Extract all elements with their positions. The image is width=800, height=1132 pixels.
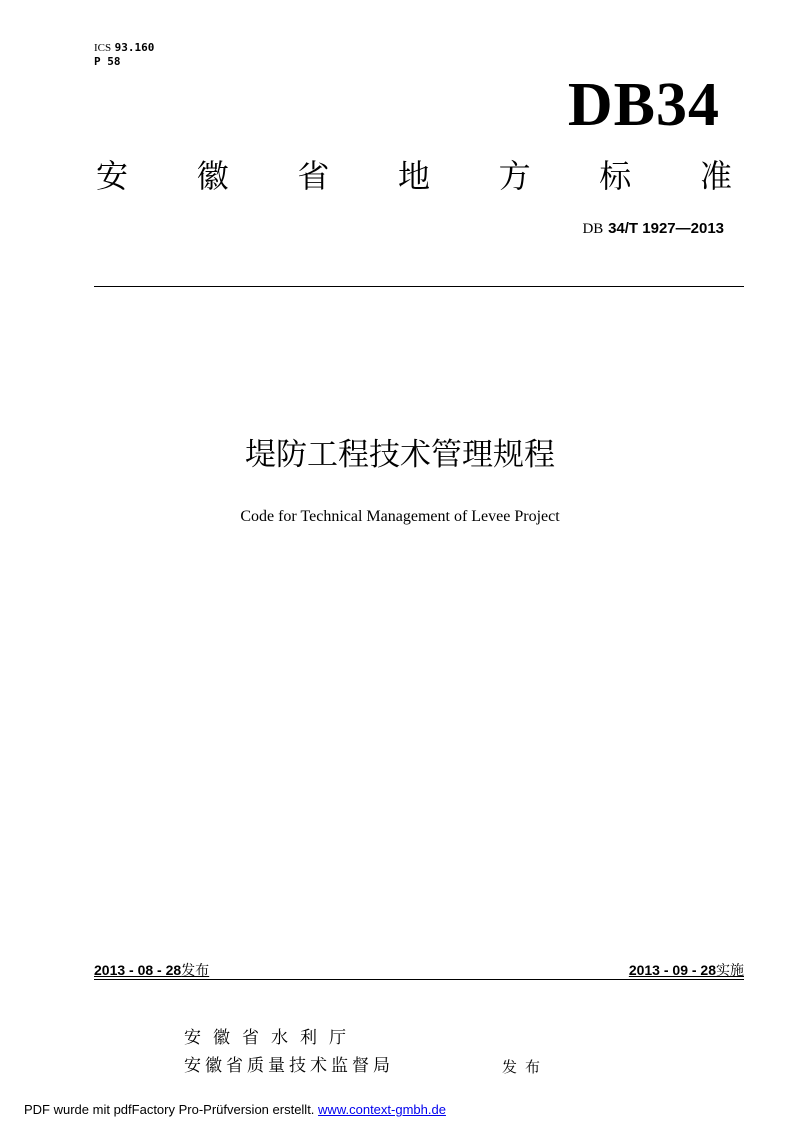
ccs-code: P 58	[94, 55, 121, 68]
footer-note-text: PDF wurde mit pdfFactory Pro-Prüfversion erstellt.	[24, 1102, 315, 1117]
issuer-quality-supervision-bureau: 安徽省质量技术监督局	[184, 1056, 394, 1076]
header-divider	[94, 286, 744, 287]
category-char: 地	[397, 157, 430, 195]
ics-classification	[94, 41, 154, 55]
standard-number-code: 34/T 1927—2013	[608, 220, 724, 237]
standard-number	[582, 219, 724, 238]
dates-divider	[94, 979, 744, 980]
issue-date-row	[94, 961, 209, 980]
implement-date: 2013 - 09 - 28	[628, 962, 716, 978]
category-char: 方	[498, 157, 531, 195]
category-char: 准	[699, 157, 732, 195]
issuer-issue-label: 发布	[502, 1058, 549, 1076]
standard-number-prefix: DB	[582, 221, 604, 237]
standard-category	[96, 158, 732, 194]
footer-link[interactable]: www.context-gmbh.de	[318, 1102, 446, 1117]
ics-code: 93.160	[114, 41, 155, 54]
implement-date-row	[629, 961, 744, 980]
category-char: 安	[96, 157, 129, 195]
issuer-water-resources-dept: 安徽省水利厅	[184, 1028, 358, 1048]
category-char: 省	[297, 157, 330, 195]
document-title-en: Code for Technical Management of Levee Project	[240, 508, 560, 525]
ics-prefix: ICS	[94, 42, 112, 54]
issue-date: 2013 - 08 - 28	[94, 962, 182, 978]
category-char: 标	[599, 157, 632, 195]
category-char: 徽	[196, 157, 229, 195]
issue-date-label: 发布	[181, 963, 210, 979]
document-title-zh: 堤防工程技术管理规程	[245, 437, 555, 473]
standard-type-code: DB34	[567, 71, 720, 139]
implement-date-label: 实施	[716, 963, 744, 979]
pdf-factory-footer	[24, 1102, 446, 1118]
